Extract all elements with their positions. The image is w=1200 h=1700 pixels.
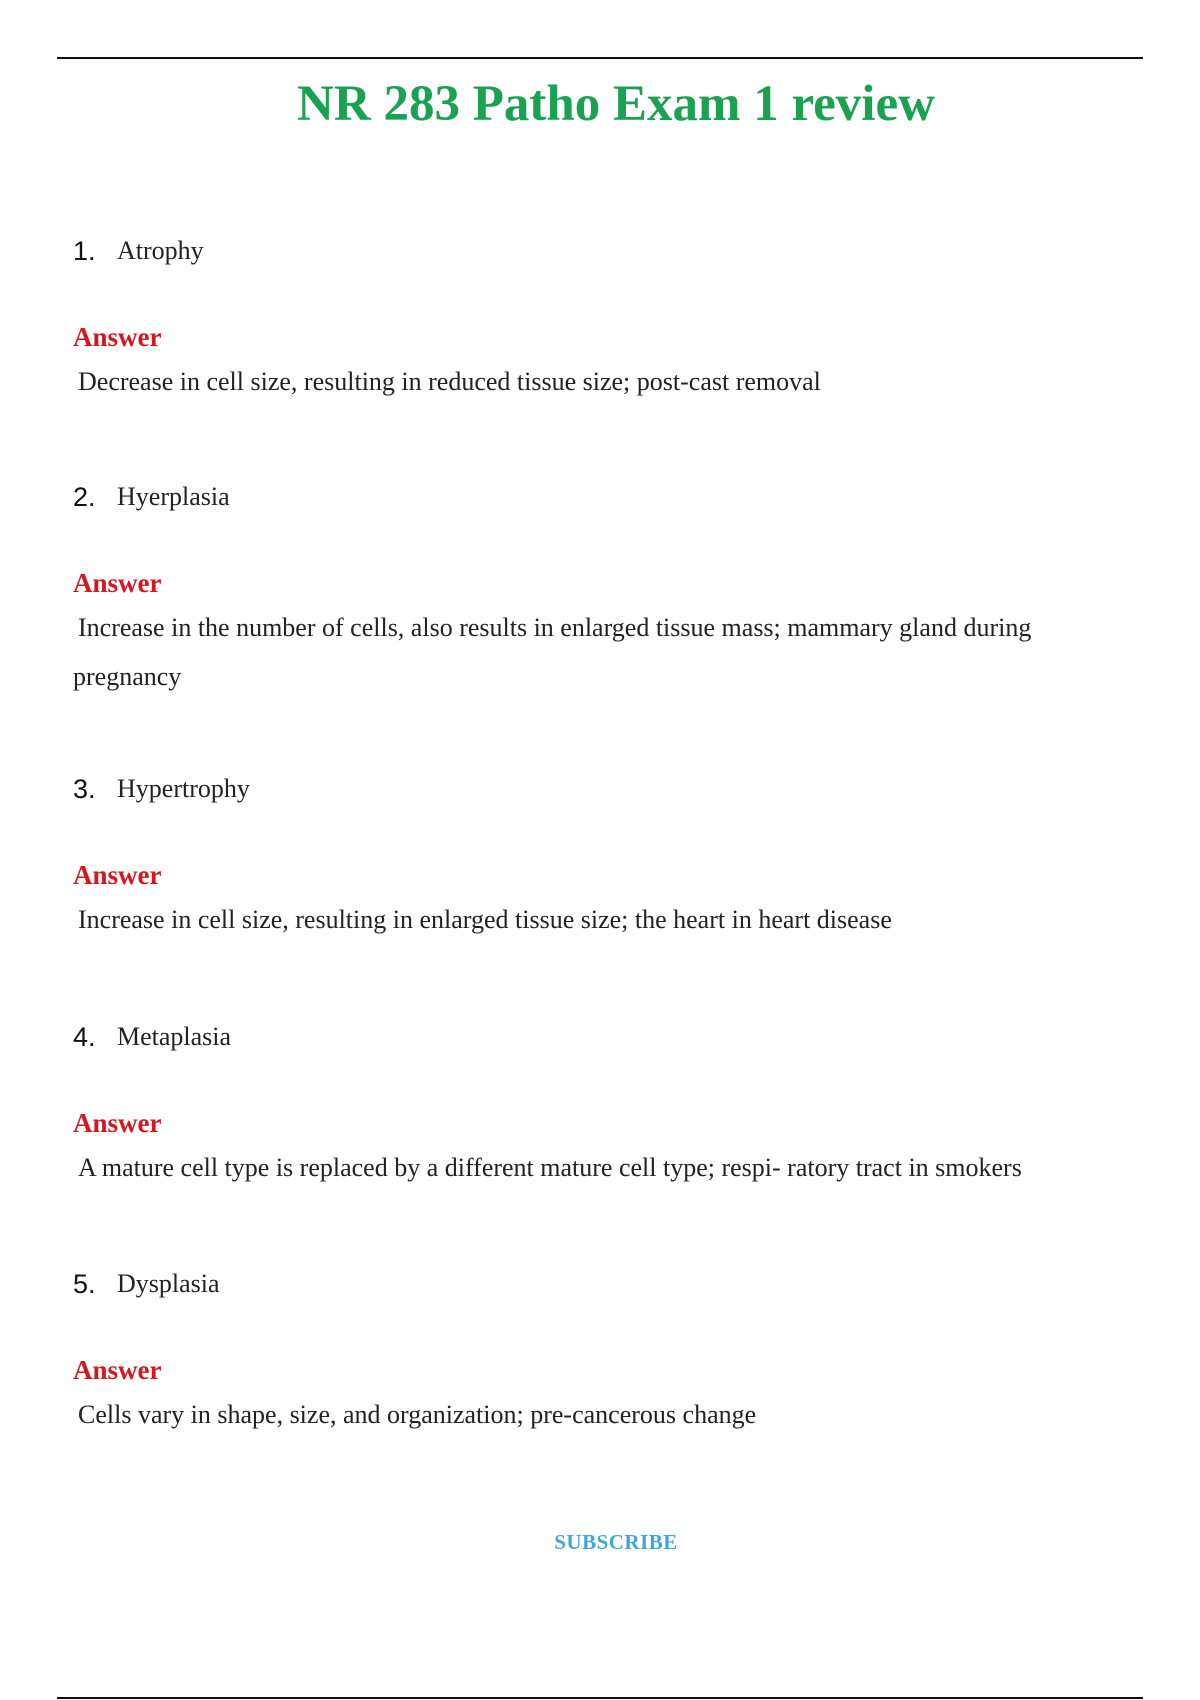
qa-item-5 xyxy=(73,1258,1113,1439)
answer-text: A mature cell type is replaced by a different mature cell type; respi- ratory tract in smokers xyxy=(78,1153,1022,1182)
question-term: Hyerplasia xyxy=(117,482,230,511)
subscribe-link[interactable]: SUBSCRIBE xyxy=(554,1530,678,1554)
question-number: 2. xyxy=(73,481,96,512)
question-term: Hypertrophy xyxy=(117,774,250,803)
question-term: Atrophy xyxy=(117,236,204,265)
qa-item-3 xyxy=(73,763,1113,944)
question-number: 1. xyxy=(73,235,96,266)
qa-list xyxy=(73,225,1113,1439)
question-term: Dysplasia xyxy=(117,1269,220,1298)
answer-text: Cells vary in shape, size, and organization; pre-cancerous change xyxy=(78,1400,757,1429)
answer-text: Decrease in cell size, resulting in reduced tissue size; post-cast removal xyxy=(78,367,821,396)
question-number: 3. xyxy=(73,773,96,804)
answer-label: Answer xyxy=(73,1108,162,1138)
qa-item-1 xyxy=(73,225,1113,406)
answer-label: Answer xyxy=(73,1355,162,1385)
answer-text: Increase in cell size, resulting in enlarged tissue size; the heart in heart disease xyxy=(78,905,892,934)
answer-label: Answer xyxy=(73,568,162,598)
question-4 xyxy=(73,1011,1113,1063)
bottom-rule xyxy=(57,1697,1143,1699)
qa-item-2 xyxy=(73,471,1113,701)
question-5 xyxy=(73,1258,1113,1310)
answer-label: Answer xyxy=(73,322,162,352)
question-number: 4. xyxy=(73,1021,96,1052)
qa-item-4 xyxy=(73,1011,1113,1192)
document-title: NR 283 Patho Exam 1 review xyxy=(297,76,935,132)
question-term: Metaplasia xyxy=(117,1022,232,1051)
question-number: 5. xyxy=(73,1268,96,1299)
answer-text: Increase in the number of cells, also results in enlarged tissue mass; mammary gland during pregnancy xyxy=(73,613,1032,691)
answer-label: Answer xyxy=(73,860,162,890)
question-2 xyxy=(73,471,1113,523)
question-3 xyxy=(73,763,1113,815)
question-1 xyxy=(73,225,1113,277)
top-rule xyxy=(57,57,1143,59)
